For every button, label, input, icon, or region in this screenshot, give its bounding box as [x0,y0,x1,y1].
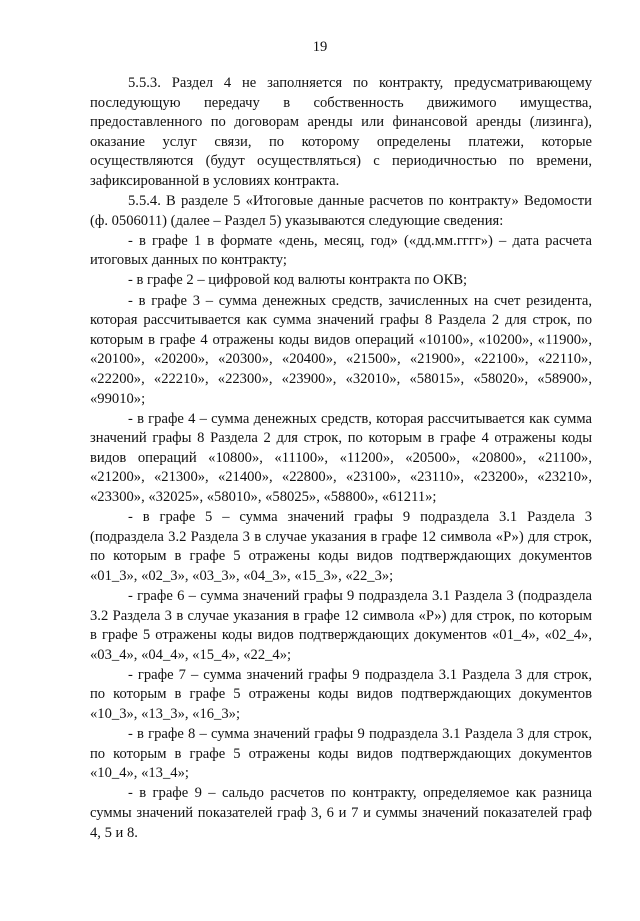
document-body [90,74,592,843]
list-item-column-7: - графе 7 – сумма значений графы 9 подраздела 3.1 Раздела 3 для строк, по которым в графе 5 отражены коды видов подтверждающих документов «10_3», «13_3», «16_3»; [90,666,592,722]
list-item-column-1: - в графе 1 в формате «день, месяц, год» («дд.мм.гггг») – дата расчета итоговых данных по контракту; [90,232,592,269]
paragraph-5-5-4: 5.5.4. В разделе 5 «Итоговые данные расчетов по контракту» Ведомости (ф. 0506011) (далее – Раздел 5) указываются следующие сведения: [90,193,592,229]
list-item-column-6: - графе 6 – сумма значений графы 9 подраздела 3.1 Раздела 3 (подраздела 3.2 Раздела 3 в случае указания в графе 12 символа «Р») для строк, по которым в графе 5 отражены коды видов подтверждающих документов «01_4», «02_4», «03_4», «04_4», «15_4», «22_4»; [90,587,592,663]
paragraph-5-5-3: 5.5.3. Раздел 4 не заполняется по контракту, предусматривающему последующую передачу в собственность движимого имущества, предоставленного по договорам аренды или финансовой аренды (лизинга), оказание услуг связи, по которому определены платежи, которые осуществляются (будут осуществляться) с периодичностью по времени, зафиксированной в условиях контракта. [90,75,592,189]
list-item-column-9: - в графе 9 – сальдо расчетов по контракту, определяемое как разница суммы значений показателей граф 3, 6 и 7 и суммы значений показателей граф 4, 5 и 8. [90,785,592,841]
page-number: 19 [312,39,328,55]
list-item-column-4: - в графе 4 – сумма денежных средств, которая рассчитывается как сумма значений графы 8 Раздела 2 для строк, по которым в графе 4 отражены коды видов операций «10800», «11100», «11200», «20500», «20800», «21100», «21200», «21300», «21400», «22800», «23100», «23110», «23200», «23210», «23300», «32025», «58010», «58025», «58800», «61211»; [90,410,592,505]
list-item-column-8: - в графе 8 – сумма значений графы 9 подраздела 3.1 Раздела 3 для строк, по которым в графе 5 отражены коды видов подтверждающих документов «10_4», «13_4»; [90,726,592,782]
list-item-column-2: - в графе 2 – цифровой код валюты контракта по ОКВ; [128,272,468,289]
list-item-column-3: - в графе 3 – сумма денежных средств, зачисленных на счет резидента, которая рассчитывается как сумма значений графы 8 Раздела 2 для строк, по которым в графе 4 отражены коды видов операций «10100», «10200», «11900», «20100», «20200», «20300», «20400», «21500», «21900», «22100», «22110», «22200», «22210», «22300», «23900», «32010», «58015», «58020», «58900», «99010»; [90,292,592,407]
list-item-column-5: - в графе 5 – сумма значений графы 9 подраздела 3.1 Раздела 3 (подраздела 3.2 Раздела 3 в случае указания в графе 12 символа «Р») для строк, по которым в графе 5 отражены коды видов подтверждающих документов «01_3», «02_3», «03_3», «04_3», «15_3», «22_3»; [90,509,592,584]
